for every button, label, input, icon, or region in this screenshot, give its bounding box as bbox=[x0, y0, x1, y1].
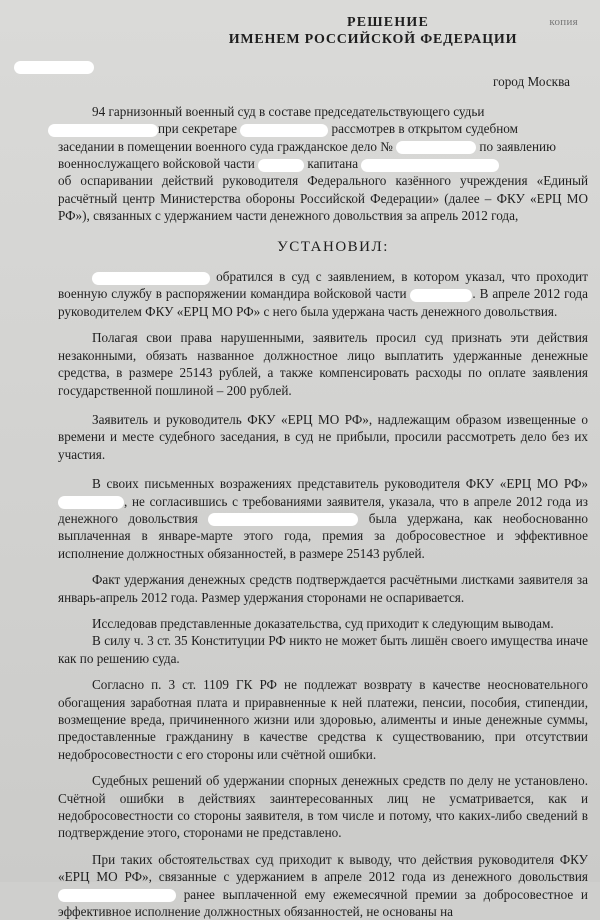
redaction bbox=[92, 272, 210, 285]
redaction bbox=[48, 124, 158, 137]
copy-mark: копия bbox=[549, 16, 578, 28]
redaction bbox=[14, 61, 94, 74]
redaction bbox=[208, 513, 358, 526]
redaction bbox=[361, 159, 499, 172]
paragraph-10: При таких обстоятельствах суд приходит к выводу, что действия руководителя ФКУ «ЕРЦ МО РФ», связанные с удержанием в апреле 2012 года из денежного довольствия ранее выплаченной ему ежемесячной премии за добросовестное и эффективное исполнение должностных обязанностей, не основаны на bbox=[58, 851, 588, 920]
redaction bbox=[258, 159, 304, 172]
paragraph-2: Полагая свои права нарушенными, заявитель просил суд признать эти действия незаконными, обязать названное должностное лицо выплатить удержанные денежные средства, в размере 25143 рублей, а также компенсировать расходы по оплате заявления государственной пошлиной – 200 рублей. bbox=[58, 330, 588, 398]
paragraph-6: Исследовав представленные доказательства, суд приходит к следующим выводам. bbox=[92, 615, 554, 631]
redaction bbox=[396, 141, 476, 154]
intro-block bbox=[58, 103, 588, 225]
document-subtitle: ИМЕНЕМ РОССИЙСКОЙ ФЕДЕРАЦИИ bbox=[228, 32, 518, 47]
paragraph-3: Заявитель и руководитель ФКУ «ЕРЦ МО РФ», надлежащим образом извещенные о времени и месте судебного заседания, в суд не прибыли, просили рассмотреть дело без их участия. bbox=[58, 411, 588, 462]
redaction bbox=[58, 496, 124, 509]
intro-line-3: заседании в помещении военного суда гражданское дело № по заявлению bbox=[58, 138, 556, 154]
redaction bbox=[410, 289, 472, 302]
redaction bbox=[58, 889, 176, 902]
paragraph-1: обратился в суд с заявлением, в котором указал, что проходит военную службу в распоряжении командира войсковой части . В апреле 2012 года руководителем ФКУ «ЕРЦ МО РФ» с него была удержана часть денежного довольствия. bbox=[58, 269, 588, 319]
intro-line-1: 94 гарнизонный военный суд в составе председательствующего судьи bbox=[92, 103, 485, 119]
document-title: РЕШЕНИЕ bbox=[346, 15, 430, 30]
established-heading: УСТАНОВИЛ: bbox=[277, 238, 389, 255]
paragraph-5: Факт удержания денежных средств подтверждается расчётными листками заявителя за январь-апрель 2012 года. Размер удержания сторонами не оспаривается. bbox=[58, 572, 588, 605]
paragraph-9: Судебных решений об удержании спорных денежных средств по делу не установлено. Счётной ошибки в действиях заинтересованных лиц не усматривается, как и недобросовестности со стороны заявителя, в том числе и потому, что каких-либо сведений в подтверждение этого, сторонами не представлено. bbox=[58, 773, 588, 841]
paragraph-4: В своих письменных возражениях представитель руководителя ФКУ «ЕРЦ МО РФ» , не согласившись с требованиями заявителя, указала, что в апреле 2012 года из денежного довольствия была удержана, как необоснованно выплаченная в январе-марте этого года, премия за добросовестное и эффективное исполнение должностных обязанностей, в размере 25143 рублей. bbox=[58, 476, 589, 561]
intro-line-4: военнослужащего войсковой части капитана bbox=[58, 155, 588, 172]
intro-line-5: об оспаривании действий руководителя Федерального казённого учреждения «Единый расчётный центр Министерства обороны Российской Федерации» (далее – ФКУ «ЕРЦ МО РФ»), связанных с удержанием части денежного довольствия за апрель 2012 года, bbox=[58, 173, 588, 224]
intro-line-2: при секретаре рассмотрев в открытом судебном bbox=[58, 120, 588, 137]
redaction bbox=[240, 124, 328, 137]
city-line: город Москва bbox=[493, 74, 570, 90]
paragraph-7: В силу ч. 3 ст. 35 Конституции РФ никто не может быть лишён своего имущества иначе как по решению суда. bbox=[58, 633, 588, 666]
paragraph-8: Согласно п. 3 ст. 1109 ГК РФ не подлежат возврату в качестве неосновательного обогащения заработная плата и приравненные к ней платежи, пенсии, пособия, стипендии, возмещение вреда, причиненного жизни или здоровью, алименты и иные денежные суммы, предоставленные гражданину в качестве средства к существованию, при отсутствии недобросовестности с его стороны или счётной ошибки. bbox=[58, 677, 588, 762]
